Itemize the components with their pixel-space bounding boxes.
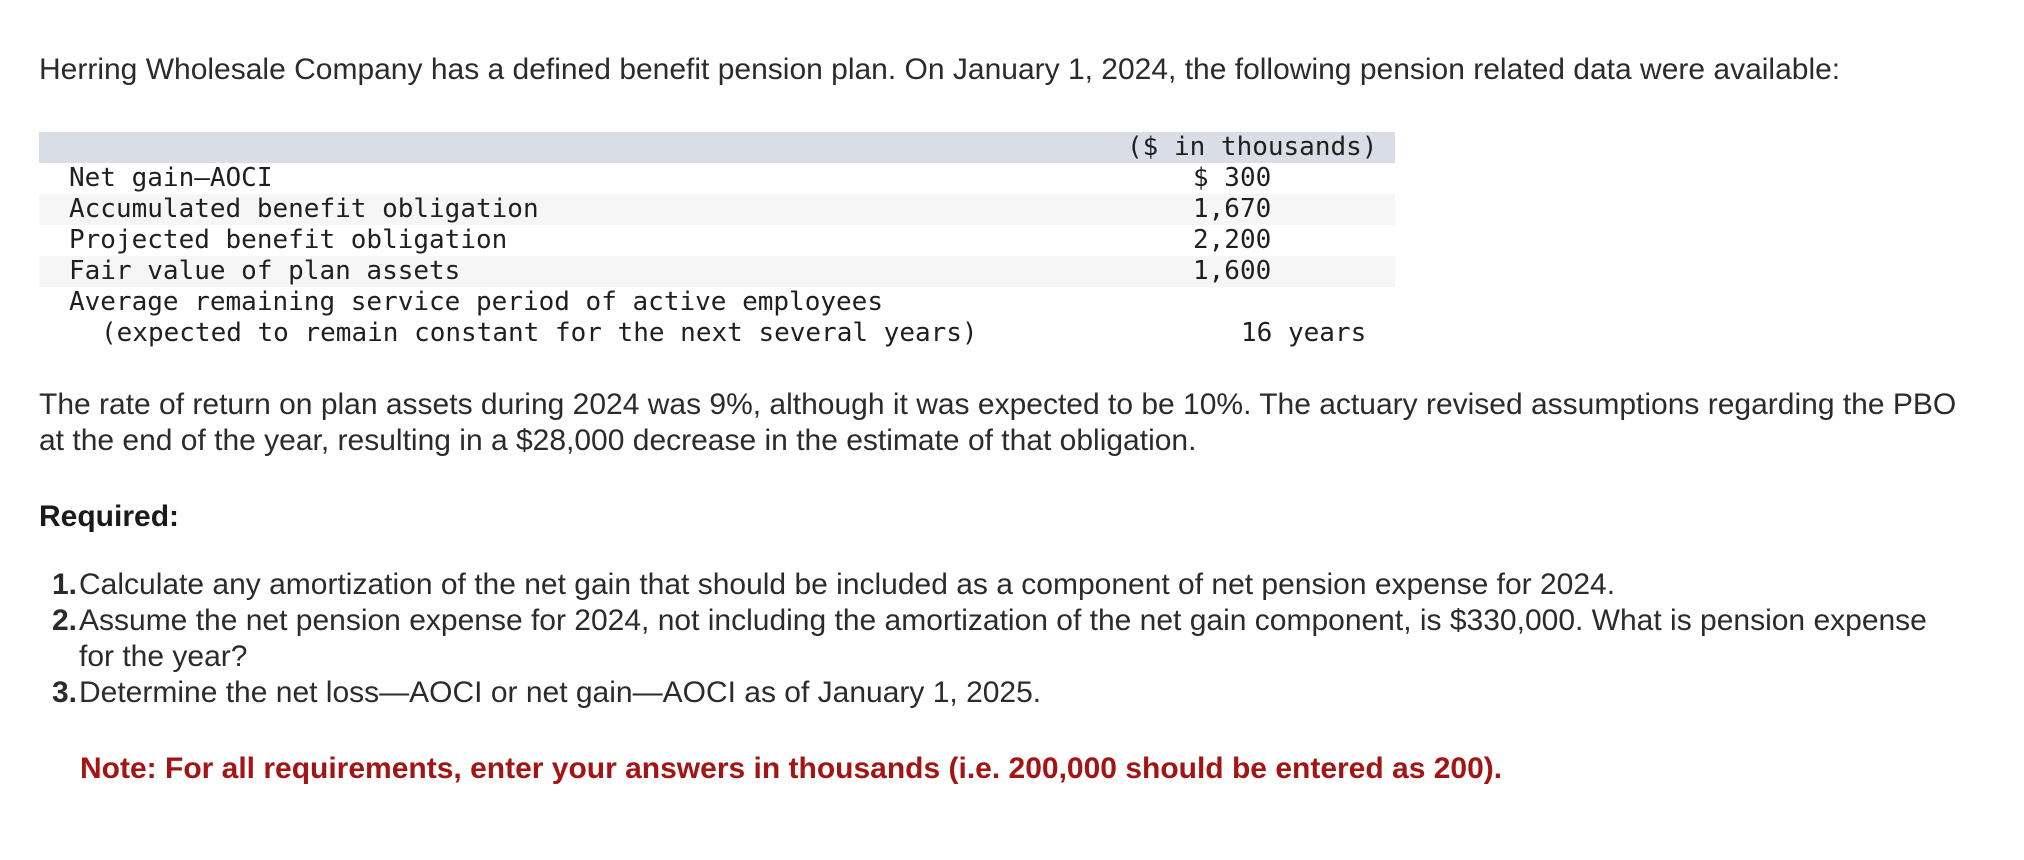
- row-label: Average remaining service period of active employees: [69, 287, 883, 317]
- row-value: [1059, 287, 1395, 318]
- row-label: Net gain—AOCI: [69, 163, 273, 193]
- requirement-text: Determine the net loss—AOCI or net gain—AOCI as of January 1, 2025.: [79, 676, 1042, 709]
- intro-paragraph: Herring Wholesale Company has a defined benefit pension plan. On January 1, 2024, the following pension related data were available:: [39, 53, 1841, 86]
- requirement-text: Calculate any amortization of the net gain that should be included as a component of net pension expense for 2024.: [79, 568, 1616, 601]
- list-item: [39, 603, 1999, 675]
- row-value: 1,670: [1193, 194, 1272, 224]
- table-header-row: [39, 132, 1395, 163]
- row-label: (expected to remain constant for the next several years): [101, 318, 978, 348]
- pension-data-table: [39, 132, 1395, 349]
- rate-of-return-paragraph: The rate of return on plan assets during 2024 was 9%, although it was expected to be 10%. The actuary revised assumptions regarding the PBO at the end of the year, resulting in a $28,000 decrease in the estimate of that obligation.: [39, 388, 1957, 457]
- table-row: [39, 256, 1395, 287]
- answer-format-note: Note: For all requirements, enter your answers in thousands (i.e. 200,000 should be entered as 200).: [80, 752, 1503, 785]
- table-header-label: [39, 132, 1059, 163]
- table-row: [39, 194, 1395, 225]
- required-heading: Required:: [39, 500, 180, 533]
- requirement-number: 1.: [51, 568, 77, 601]
- list-item: [39, 567, 1999, 603]
- table-row: [39, 287, 1395, 318]
- table-row: [39, 225, 1395, 256]
- row-label: Fair value of plan assets: [69, 256, 461, 286]
- row-label: Projected benefit obligation: [69, 225, 508, 255]
- table-row: [39, 163, 1395, 194]
- table-header-units: ($ in thousands): [1127, 132, 1378, 162]
- list-item: [39, 675, 1999, 711]
- row-value: $ 300: [1193, 163, 1272, 193]
- requirement-number: 3.: [51, 676, 77, 709]
- requirement-number: 2.: [51, 604, 77, 637]
- table-row: [39, 318, 1395, 349]
- row-value: 1,600: [1193, 256, 1272, 286]
- problem-content: [39, 52, 1999, 787]
- requirement-text: Assume the net pension expense for 2024, not including the amortization of the net gain component, is $330,000. What is pension expense for the year?: [79, 604, 1927, 673]
- row-label: Accumulated benefit obligation: [69, 194, 539, 224]
- row-value: 2,200: [1193, 225, 1272, 255]
- requirements-list: [39, 567, 1999, 711]
- row-value: 16 years: [1241, 318, 1367, 348]
